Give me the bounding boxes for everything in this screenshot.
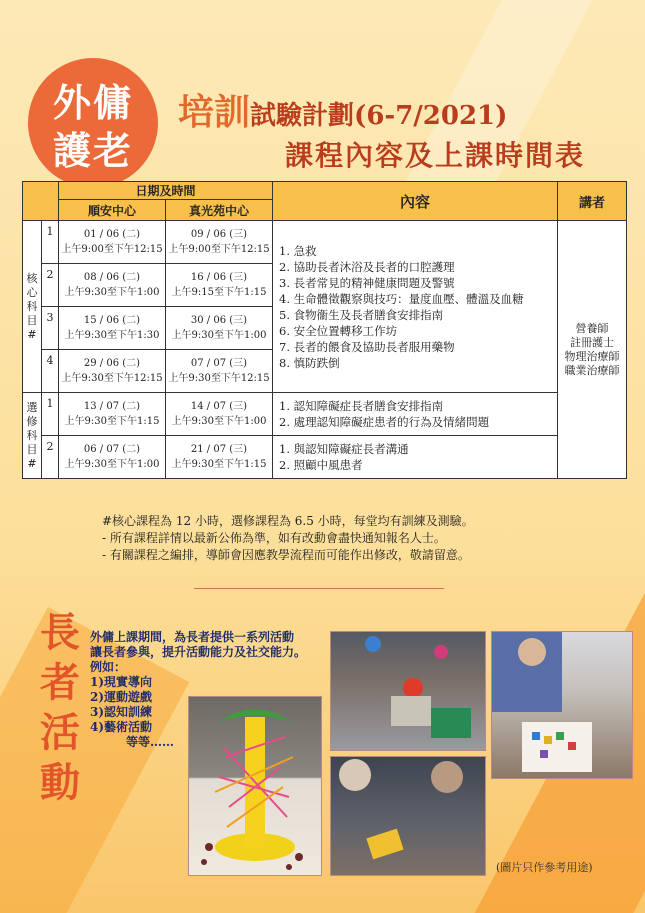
center2-slot: 07 / 07 (三) 上午9:30至下午12:15 (166, 350, 273, 393)
page-title (178, 84, 507, 135)
table-row (23, 436, 627, 479)
core-content: 1. 急救 2. 協助長者沐浴及長者的口腔護理 3. 長者常見的精神健康問題及警號 4. 生命體徵觀察與技巧：量度血壓、體溫及血糖 5. 食物衞生及長者膳食安排指南 6. 安全位置轉移工作坊 7. 長者的餵食及協助長者服用藥物 8. 慎防跌倒 (273, 221, 558, 393)
badge-line2: 護老 (52, 128, 133, 173)
center1-slot: 15 / 06 (二) 上午9:30至下午1:30 (59, 307, 166, 350)
activity-photo-game (188, 696, 322, 876)
photo-caption: (圖片只作參考用途) (496, 861, 593, 874)
header-center1: 順安中心 (59, 200, 166, 221)
badge-circle (28, 58, 158, 188)
center2-slot: 21 / 07 (三) 上午9:30至下午1:15 (166, 436, 273, 479)
page-subtitle: 課程內容及上課時間表 (285, 139, 586, 172)
schedule-table (22, 181, 627, 479)
activity-photo-mosaic (491, 631, 633, 779)
title-small: 試驗計劃(6-7/2021) (250, 101, 508, 131)
title-big: 培訓 (178, 91, 251, 133)
row-number: 2 (42, 436, 59, 479)
activity-photo-cards (330, 756, 486, 876)
activity-photo-ball (330, 631, 486, 751)
note-line: - 有關課程之編排，導師會因應教學流程而可能作出修改，敬請留意。 (102, 548, 470, 562)
header-lecturer: 講者 (558, 182, 627, 221)
row-number: 2 (42, 264, 59, 307)
header-datetime: 日期及時間 (59, 182, 273, 200)
table-row (23, 221, 627, 264)
center1-slot: 13 / 07 (二) 上午9:30至下午1:15 (59, 393, 166, 436)
badge-line1: 外傭 (52, 80, 133, 125)
center1-slot: 08 / 06 (二) 上午9:30至下午1:00 (59, 264, 166, 307)
center1-slot: 06 / 07 (二) 上午9:30至下午1:00 (59, 436, 166, 479)
table-row (23, 393, 627, 436)
elective-content: 1. 認知障礙症長者膳食安排指南 2. 處理認知障礙症患者的行為及情緒問題 (273, 393, 558, 436)
note-line: #核心課程為 12 小時，選修課程為 6.5 小時，每堂均有訓練及測驗。 (102, 514, 474, 528)
center2-slot: 14 / 07 (三) 上午9:30至下午1:00 (166, 393, 273, 436)
activities-title: 長 者 活 動 (40, 609, 80, 806)
header-content: 內容 (273, 182, 558, 221)
row-number: 4 (42, 350, 59, 393)
note-line: - 所有課程詳情以最新公佈為準，如有改動會盡快通知報名人士。 (102, 531, 446, 545)
lecturer-list: 營養師 註冊護士 物理治療師 職業治療師 (558, 221, 627, 479)
center1-slot: 01 / 06 (二) 上午9:00至下午12:15 (59, 221, 166, 264)
center2-slot: 16 / 06 (三) 上午9:15至下午1:15 (166, 264, 273, 307)
row-number: 1 (42, 393, 59, 436)
elective-content: 1. 與認知障礙症長者溝通 2. 照顧中風患者 (273, 436, 558, 479)
elective-label: 選 修 科 目 # (23, 393, 42, 479)
center2-slot: 09 / 06 (三) 上午9:00至下午12:15 (166, 221, 273, 264)
divider (194, 588, 444, 589)
row-number: 3 (42, 307, 59, 350)
activities-text: 外傭上課期間，為長者提供一系列活動 讓長者參與，提升活動能力及社交能力。 例如： 1)現實導向 2)運動遊戲 3)認知訓練 4)藝術活動 等等…… (90, 630, 307, 749)
header-center2: 真光苑中心 (166, 200, 273, 221)
header-blank (23, 182, 59, 221)
row-number: 1 (42, 221, 59, 264)
center2-slot: 30 / 06 (三) 上午9:30至下午1:00 (166, 307, 273, 350)
notes (102, 513, 474, 564)
core-label: 核 心 科 目 # (23, 221, 42, 393)
center1-slot: 29 / 06 (二) 上午9:30至下午12:15 (59, 350, 166, 393)
